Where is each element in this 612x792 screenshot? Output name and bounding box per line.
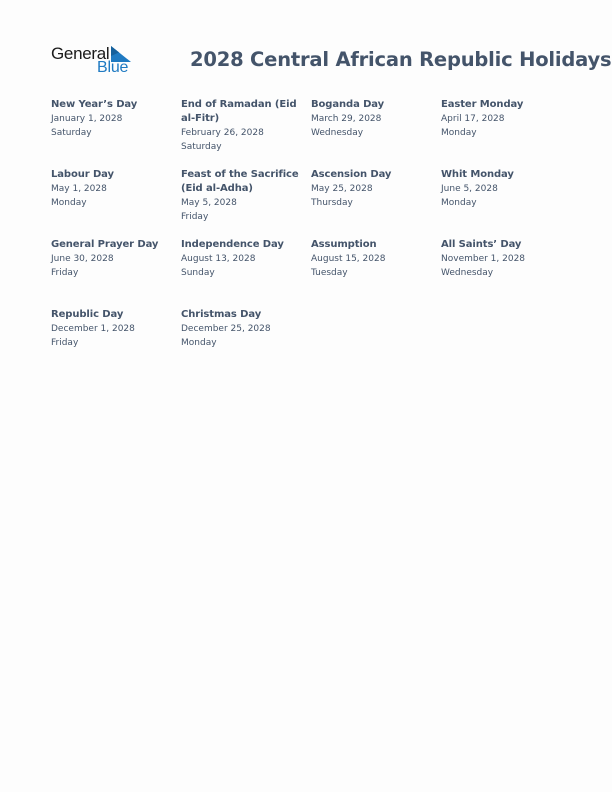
holiday-date: December 1, 2028	[51, 324, 135, 334]
holiday-entry	[181, 238, 311, 308]
holiday-entry	[51, 238, 181, 308]
holiday-entry	[51, 98, 181, 168]
page-title: 2028 Central African Republic Holidays	[190, 48, 612, 71]
holiday-entry	[51, 308, 181, 378]
holiday-entry	[311, 98, 441, 168]
holiday-name: New Year’s Day	[51, 99, 138, 110]
holiday-name: Christmas Day	[181, 309, 262, 320]
holiday-name: Feast of the Sacrifice (Eid al-Adha)	[181, 169, 299, 194]
holiday-weekday: Saturday	[181, 142, 222, 152]
holiday-weekday: Monday	[181, 338, 217, 348]
holiday-entry	[441, 238, 571, 308]
holiday-date: June 30, 2028	[51, 254, 114, 264]
holiday-date: June 5, 2028	[441, 184, 498, 194]
holiday-name: Ascension Day	[311, 169, 392, 180]
holiday-name: Labour Day	[51, 169, 114, 180]
holiday-entry	[181, 308, 311, 378]
holiday-name: General Prayer Day	[51, 239, 159, 250]
holiday-weekday: Saturday	[51, 128, 92, 138]
holiday-name: All Saints’ Day	[441, 239, 522, 250]
holiday-weekday: Thursday	[311, 198, 353, 208]
holiday-weekday: Sunday	[181, 268, 215, 278]
holiday-weekday: Monday	[441, 128, 477, 138]
holiday-date: January 1, 2028	[51, 114, 123, 124]
holiday-name: Assumption	[311, 239, 377, 250]
holiday-date: May 5, 2028	[181, 198, 237, 208]
holiday-date: February 26, 2028	[181, 128, 264, 138]
holiday-date: May 1, 2028	[51, 184, 107, 194]
holiday-name: End of Ramadan (Eid al-Fitr)	[181, 99, 297, 124]
holiday-date: August 13, 2028	[181, 254, 256, 264]
holiday-weekday: Tuesday	[311, 268, 348, 278]
holiday-weekday: Monday	[51, 198, 87, 208]
holiday-weekday: Wednesday	[441, 268, 494, 278]
holiday-entry	[441, 168, 571, 238]
holiday-weekday: Wednesday	[311, 128, 364, 138]
holiday-entry	[181, 98, 311, 168]
holiday-name: Boganda Day	[311, 99, 385, 110]
holiday-name: Easter Monday	[441, 99, 524, 110]
holiday-weekday: Monday	[441, 198, 477, 208]
holiday-name: Republic Day	[51, 309, 124, 320]
holiday-date: April 17, 2028	[441, 114, 505, 124]
holiday-date: August 15, 2028	[311, 254, 386, 264]
holiday-date: March 29, 2028	[311, 114, 382, 124]
holiday-date: December 25, 2028	[181, 324, 271, 334]
holiday-entry	[181, 168, 311, 238]
holiday-entry	[441, 98, 571, 168]
logo-word-general: General	[51, 44, 110, 63]
holiday-date: May 25, 2028	[311, 184, 373, 194]
holiday-entry	[51, 168, 181, 238]
holiday-weekday: Friday	[51, 268, 79, 278]
holiday-weekday: Friday	[181, 212, 209, 222]
logo-word-blue: Blue	[97, 59, 129, 76]
generalblue-logo	[51, 44, 141, 80]
holiday-entry	[311, 238, 441, 308]
holiday-name: Whit Monday	[441, 169, 514, 180]
holiday-entry	[311, 168, 441, 238]
holiday-grid	[51, 98, 571, 378]
holiday-name: Independence Day	[181, 239, 284, 250]
holiday-weekday: Friday	[51, 338, 79, 348]
holiday-date: November 1, 2028	[441, 254, 526, 264]
